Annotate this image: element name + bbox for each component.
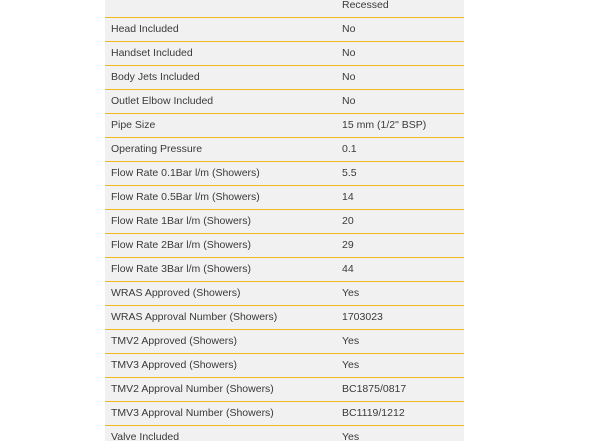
table-row [105,402,464,426]
spec-value: 14 [342,191,354,203]
table-row [105,162,464,186]
spec-value: 29 [342,239,354,251]
spec-label: Operating Pressure [111,143,203,155]
spec-value: No [342,47,356,59]
spec-label: Valve Included [111,431,180,441]
spec-label: Body Jets Included [111,71,200,83]
spec-value: 20 [342,215,354,227]
specification-table [105,0,464,441]
table-row [105,354,464,378]
spec-label: Flow Rate 2Bar l/m (Showers) [111,239,252,251]
spec-label: TMV3 Approved (Showers) [111,359,238,371]
spec-label: Flow Rate 1Bar l/m (Showers) [111,215,252,227]
spec-value: No [342,23,356,35]
spec-value: 5.5 [342,167,357,179]
spec-value: 44 [342,263,354,275]
table-row [105,258,464,282]
spec-value: No [342,71,356,83]
table-row [105,114,464,138]
table-row [105,42,464,66]
spec-label: Pipe Size [111,119,156,131]
spec-value: Yes [342,431,360,441]
spec-value: BC1875/0817 [342,383,407,395]
table-row [105,90,464,114]
table-row [105,66,464,90]
spec-value: BC1119/1212 [342,407,405,419]
table-row [105,330,464,354]
spec-label: TMV2 Approval Number (Showers) [111,383,274,395]
spec-label: Head Included [111,23,179,35]
table-row [105,426,464,441]
table-row [105,210,464,234]
table-row [105,18,464,42]
spec-label: TMV2 Approved (Showers) [111,335,238,347]
spec-label: WRAS Approval Number (Showers) [111,311,278,323]
spec-label: Handset Included [111,47,193,59]
spec-value: 15 mm (1/2" BSP) [342,119,427,131]
spec-value: No [342,95,356,107]
spec-label: TMV3 Approval Number (Showers) [111,407,274,419]
spec-value: Yes [342,287,360,299]
table-row [105,282,464,306]
table-row [105,138,464,162]
spec-value: Yes [342,335,360,347]
table-row [105,186,464,210]
spec-value: Yes [342,359,360,371]
spec-value: 1703023 [342,311,383,323]
spec-label: Flow Rate 0.1Bar l/m (Showers) [111,167,260,179]
spec-label: Flow Rate 3Bar l/m (Showers) [111,263,252,275]
spec-value: 0.1 [342,143,357,155]
spec-label: Outlet Elbow Included [111,95,214,107]
spec-label: Flow Rate 0.5Bar l/m (Showers) [111,191,260,203]
spec-label: WRAS Approved (Showers) [111,287,241,299]
spec-value: Recessed [342,0,389,11]
table-row [105,234,464,258]
table-row [105,378,464,402]
table-row [105,0,464,18]
table-row [105,306,464,330]
